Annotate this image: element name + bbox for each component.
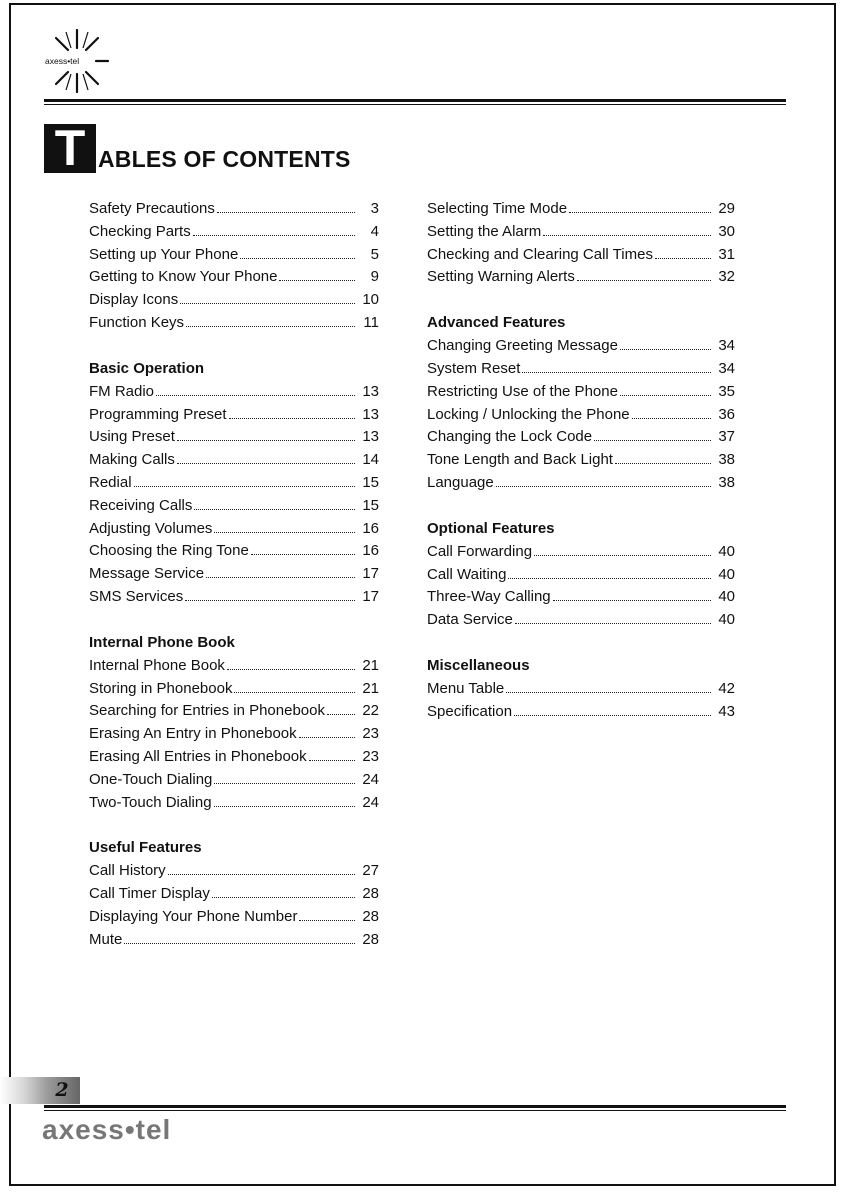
- toc-entry-title: Specification: [427, 702, 513, 720]
- dot-leader: [212, 882, 355, 898]
- toc-entry-title: Making Calls: [89, 451, 175, 469]
- toc-entry-page: 14: [362, 451, 379, 469]
- toc-entry-title: Changing Greeting Message: [427, 337, 618, 355]
- toc-entry[interactable]: [427, 220, 735, 243]
- dot-leader: [506, 677, 711, 693]
- toc-entry[interactable]: [427, 700, 735, 723]
- toc-entry[interactable]: [89, 882, 379, 905]
- dot-leader: [240, 243, 355, 259]
- toc-entry[interactable]: [89, 220, 379, 243]
- toc-section: [427, 197, 735, 288]
- toc-entry-page: 4: [370, 222, 379, 240]
- dot-leader: [214, 517, 355, 533]
- title-text: ABLES OF CONTENTS: [98, 146, 351, 172]
- toc-section: [89, 357, 379, 608]
- toc-entry-page: 16: [362, 519, 379, 537]
- toc-entry[interactable]: [89, 197, 379, 220]
- toc-entry-page: 13: [362, 428, 379, 446]
- toc-entry-title: Setting Warning Alerts: [427, 268, 575, 286]
- dot-leader: [543, 220, 711, 236]
- dot-leader: [168, 859, 355, 875]
- toc-entry-page: 38: [718, 473, 735, 491]
- section-heading: Useful Features: [89, 839, 202, 857]
- toc-entry-page: 13: [362, 405, 379, 423]
- toc-entry[interactable]: [89, 928, 379, 951]
- dot-leader: [193, 220, 355, 236]
- dot-leader: [577, 265, 711, 281]
- toc-entry-page: 29: [718, 200, 735, 217]
- toc-entry[interactable]: [89, 699, 379, 722]
- toc-entry[interactable]: [427, 197, 735, 220]
- toc-entry-page: 40: [718, 611, 735, 629]
- toc-entry[interactable]: [427, 448, 735, 471]
- toc-entry-title: Two-Touch Dialing: [89, 793, 212, 811]
- toc-entry[interactable]: [427, 265, 735, 288]
- dot-leader: [632, 403, 711, 419]
- toc-entry-title: Setting up Your Phone: [89, 245, 239, 263]
- toc-entry[interactable]: [89, 722, 379, 745]
- dot-leader: [569, 197, 711, 213]
- dot-leader: [186, 311, 355, 327]
- toc-entry-title: Message Service: [89, 565, 205, 583]
- toc-entry-title: Safety Precautions: [89, 200, 215, 217]
- toc-entry-page: 22: [362, 702, 379, 720]
- toc-entry-page: 28: [362, 885, 379, 903]
- dot-leader: [514, 700, 711, 716]
- toc-entry-page: 42: [718, 679, 735, 697]
- toc-entry-page: 24: [362, 793, 379, 811]
- dot-leader: [496, 471, 711, 487]
- dot-leader: [214, 791, 355, 807]
- toc-entry[interactable]: [89, 905, 379, 928]
- toc-entry[interactable]: [89, 768, 379, 791]
- toc-entry-page: 21: [362, 679, 379, 697]
- footer-rule-thin: [44, 1110, 786, 1111]
- toc-entry-title: Getting to Know Your Phone: [89, 268, 278, 286]
- dot-leader: [299, 905, 355, 921]
- toc-entry-page: 17: [362, 565, 379, 583]
- toc-entry-title: Internal Phone Book: [89, 656, 225, 674]
- toc-entry-page: 23: [362, 725, 379, 743]
- toc-entry[interactable]: [89, 243, 379, 266]
- dot-leader: [180, 288, 355, 304]
- dot-leader: [508, 563, 711, 579]
- toc-entry[interactable]: [89, 677, 379, 700]
- toc-entry[interactable]: [89, 288, 379, 311]
- dot-leader: [594, 425, 711, 441]
- toc-entry-title: Data Service: [427, 611, 513, 629]
- dot-leader: [234, 677, 355, 693]
- section-heading: Optional Features: [427, 519, 555, 537]
- toc-entry-title: Adjusting Volumes: [89, 519, 213, 537]
- dot-leader: [194, 494, 355, 510]
- toc-entry-page: 43: [718, 702, 735, 720]
- toc-entry[interactable]: [427, 334, 735, 357]
- dot-leader: [620, 334, 711, 350]
- toc-entry-page: 32: [718, 268, 735, 286]
- toc-entry-page: 3: [370, 200, 379, 217]
- toc-entry[interactable]: [89, 494, 379, 517]
- toc-entry-title: Call History: [89, 862, 166, 880]
- dot-leader: [206, 562, 355, 578]
- dot-leader: [553, 585, 711, 601]
- toc-entry[interactable]: [427, 608, 735, 631]
- toc-entry-title: Call Forwarding: [427, 542, 533, 560]
- toc-entry[interactable]: [89, 425, 379, 448]
- toc-entry[interactable]: [89, 745, 379, 768]
- toc-entry-page: 35: [718, 382, 735, 400]
- toc-entry-title: System Reset: [427, 359, 521, 377]
- dot-leader: [279, 265, 355, 281]
- toc-entry-title: Displaying Your Phone Number: [89, 907, 298, 925]
- footer-rule-thick: [44, 1105, 786, 1108]
- toc-entry[interactable]: [89, 380, 379, 403]
- toc-entry-page: 28: [362, 930, 379, 948]
- toc-section: [427, 654, 735, 723]
- toc-entry[interactable]: [89, 562, 379, 585]
- toc-entry[interactable]: [427, 243, 735, 266]
- toc-entry-page: 34: [718, 337, 735, 355]
- toc-entry[interactable]: [89, 448, 379, 471]
- dot-leader: [214, 768, 355, 784]
- toc-entry-page: 9: [370, 268, 379, 286]
- toc-entry-page: 10: [362, 291, 379, 309]
- toc-entry-page: 40: [718, 565, 735, 583]
- toc-entry-title: Searching for Entries in Phonebook: [89, 702, 325, 720]
- toc-entry-page: 40: [718, 542, 735, 560]
- toc-entry[interactable]: [89, 471, 379, 494]
- toc-entry-title: Tone Length and Back Light: [427, 451, 613, 469]
- toc-entry-page: 37: [718, 428, 735, 446]
- toc-entry-page: 34: [718, 359, 735, 377]
- dot-leader: [185, 585, 355, 601]
- toc-entry[interactable]: [89, 585, 379, 608]
- toc-entry-title: Call Waiting: [427, 565, 507, 583]
- footer-brand-logo: axess•tel: [42, 1114, 172, 1145]
- toc-entry-title: Receiving Calls: [89, 496, 193, 514]
- dot-leader: [515, 608, 711, 624]
- toc-entry-title: Erasing An Entry in Phonebook: [89, 725, 297, 743]
- logo-svg: [44, 28, 110, 94]
- dot-leader: [534, 540, 711, 556]
- toc-entry-title: Checking and Clearing Call Times: [427, 245, 653, 263]
- section-heading: Advanced Features: [427, 314, 566, 332]
- toc-entry-title: FM Radio: [89, 382, 155, 400]
- logo-text: axess•tel: [45, 56, 80, 66]
- toc-entry-page: 40: [718, 588, 735, 606]
- dot-leader: [227, 654, 355, 670]
- dot-leader: [124, 928, 355, 944]
- dot-leader: [309, 745, 355, 761]
- toc-section: [427, 517, 735, 631]
- section-heading: Basic Operation: [89, 359, 205, 377]
- toc-entry-title: Restricting Use of the Phone: [427, 382, 618, 400]
- toc-entry-page: 31: [718, 245, 735, 263]
- toc-entry[interactable]: [427, 403, 735, 426]
- toc-entry-title: Locking / Unlocking the Phone: [427, 405, 630, 423]
- dot-leader: [620, 380, 711, 396]
- toc-entry-title: Setting the Alarm: [427, 222, 542, 240]
- toc-entry-title: Redial: [89, 473, 132, 491]
- toc-entry-title: Function Keys: [89, 313, 185, 331]
- toc-entry-title: Checking Parts: [89, 222, 191, 240]
- toc-right-column: [427, 197, 735, 746]
- toc-entry-page: 11: [363, 313, 379, 331]
- dot-leader: [327, 699, 355, 715]
- toc-entry-title: Using Preset: [89, 428, 175, 446]
- toc-entry[interactable]: [427, 357, 735, 380]
- toc-entry-page: 28: [362, 907, 379, 925]
- toc-entry-title: SMS Services: [89, 587, 184, 605]
- toc-entry-page: 15: [362, 473, 379, 491]
- section-heading: Miscellaneous: [427, 656, 530, 674]
- toc-entry[interactable]: [427, 425, 735, 448]
- dot-leader: [299, 722, 355, 738]
- toc-entry-title: One-Touch Dialing: [89, 770, 213, 788]
- toc-section: [89, 197, 379, 334]
- toc-entry[interactable]: [89, 403, 379, 426]
- toc-entry-page: 17: [362, 587, 379, 605]
- header-rule-thin: [44, 104, 786, 105]
- toc-entry-page: 21: [362, 656, 379, 674]
- page-number: 2: [55, 1079, 69, 1101]
- toc-entry[interactable]: [89, 517, 379, 540]
- dot-leader: [134, 471, 355, 487]
- toc-entry-title: Call Timer Display: [89, 885, 210, 903]
- toc-entry[interactable]: [427, 471, 735, 494]
- toc-entry-page: 5: [370, 245, 379, 263]
- toc-entry-page: 24: [362, 770, 379, 788]
- toc-entry[interactable]: [427, 677, 735, 700]
- toc-entry[interactable]: [427, 380, 735, 403]
- toc-entry[interactable]: [89, 265, 379, 288]
- toc-section: [89, 836, 379, 950]
- toc-entry-page: 36: [718, 405, 735, 423]
- dot-leader: [156, 380, 355, 396]
- toc-entry[interactable]: [89, 539, 379, 562]
- toc-entry-title: Changing the Lock Code: [427, 428, 593, 446]
- toc-entry-page: 30: [718, 222, 735, 240]
- dot-leader: [229, 403, 355, 419]
- toc-entry-title: Menu Table: [427, 679, 505, 697]
- toc-entry-title: Display Icons: [89, 291, 179, 309]
- toc-entry[interactable]: [89, 791, 379, 814]
- toc-entry-title: Storing in Phonebook: [89, 679, 233, 697]
- toc-entry-page: 23: [362, 747, 379, 765]
- toc-entry[interactable]: [427, 563, 735, 586]
- toc-entry-title: Language: [427, 473, 494, 491]
- toc-section: [89, 631, 379, 814]
- toc-entry-title: Three-Way Calling: [427, 588, 551, 606]
- toc-left-column: [89, 197, 379, 974]
- toc-entry[interactable]: [89, 311, 379, 334]
- dot-leader: [177, 425, 355, 441]
- toc-entry[interactable]: [89, 859, 379, 882]
- toc-entry-title: Erasing All Entries in Phonebook: [89, 747, 307, 765]
- toc-entry-title: Choosing the Ring Tone: [89, 542, 249, 560]
- toc-entry-title: Programming Preset: [89, 405, 227, 423]
- section-heading: Internal Phone Book: [89, 633, 235, 651]
- toc-entry[interactable]: [427, 540, 735, 563]
- toc-entry-page: 13: [362, 382, 379, 400]
- title-initial-block: T: [44, 124, 96, 173]
- toc-entry[interactable]: [89, 654, 379, 677]
- dot-leader: [177, 448, 355, 464]
- toc-entry-title: Mute: [89, 930, 123, 948]
- dot-leader: [217, 197, 355, 213]
- toc-section: [427, 311, 735, 494]
- starburst-logo-icon: [44, 28, 110, 94]
- toc-entry-page: 15: [362, 496, 379, 514]
- dot-leader: [251, 539, 355, 555]
- toc-entry[interactable]: [427, 585, 735, 608]
- dot-leader: [655, 243, 711, 259]
- toc-entry-page: 27: [362, 862, 379, 880]
- toc-entry-page: 16: [362, 542, 379, 560]
- dot-leader: [522, 357, 711, 373]
- toc-entry-title: Selecting Time Mode: [427, 200, 568, 217]
- header-rule-thick: [44, 99, 786, 102]
- dot-leader: [615, 448, 711, 464]
- toc-entry-page: 38: [718, 451, 735, 469]
